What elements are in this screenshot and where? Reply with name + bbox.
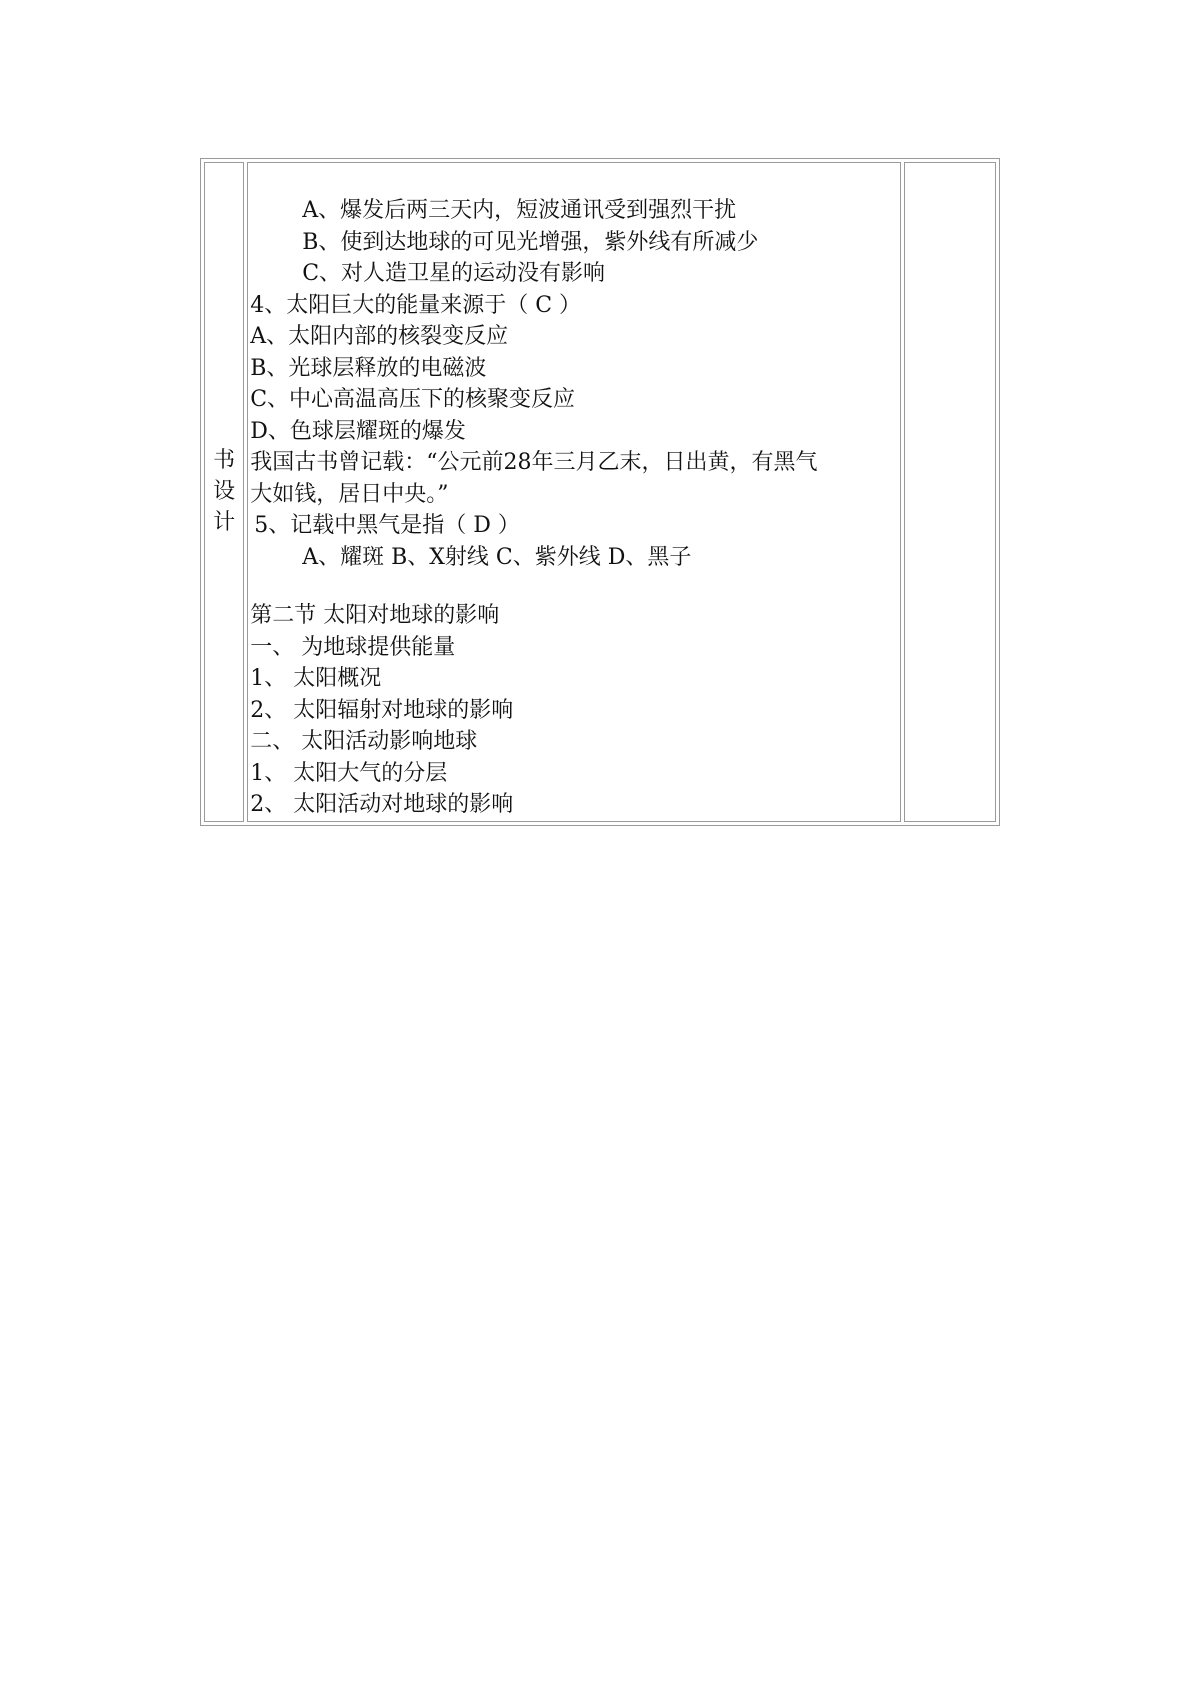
lesson-table	[200, 158, 1000, 826]
section-label-cell	[204, 162, 244, 822]
table-row	[204, 162, 996, 822]
option-line: A、耀斑 B、X射线 C、紫外线 D、黑子	[302, 544, 692, 570]
content-cell	[247, 162, 900, 822]
section-label-char: 计	[213, 510, 236, 536]
option-line: D、色球层耀斑的爆发	[250, 418, 466, 444]
option-line: A、太阳内部的核裂变反应	[250, 324, 509, 349]
quote-line: 大如钱，居日中央。”	[250, 481, 449, 507]
spacer	[250, 573, 899, 600]
section-label-char: 书	[213, 448, 236, 474]
option-line: A、爆发后两三天内，短波通讯受到强烈干扰	[302, 198, 737, 223]
outline-item: 1、 太阳大气的分层	[250, 760, 448, 786]
option-line: B、使到达地球的可见光增强，紫外线有所减少	[302, 229, 759, 255]
outline-heading: 第二节 太阳对地球的影响	[250, 603, 500, 628]
outline-item: 二、 太阳活动影响地球	[250, 729, 478, 754]
option-line: C、对人造卫星的运动没有影响	[302, 261, 606, 286]
empty-cell	[904, 162, 996, 822]
question-line: 5、记载中黑气是指（ D ）	[254, 513, 520, 538]
quote-line: 我国古书曾记载：“公元前28年三月乙末，日出黄，有黑气	[250, 450, 818, 475]
option-line: C、中心高温高压下的核聚变反应	[250, 387, 576, 412]
option-line: B、光球层释放的电磁波	[250, 355, 487, 381]
outline-item: 一、 为地球提供能量	[250, 634, 456, 660]
question-line: 4、太阳巨大的能量来源于（ C ）	[250, 292, 582, 318]
section-label-char: 设	[213, 479, 236, 505]
outline-item: 2、 太阳活动对地球的影响	[250, 792, 514, 817]
outline-item: 1、 太阳概况	[250, 666, 382, 691]
outline-item: 2、 太阳辐射对地球的影响	[250, 697, 514, 723]
